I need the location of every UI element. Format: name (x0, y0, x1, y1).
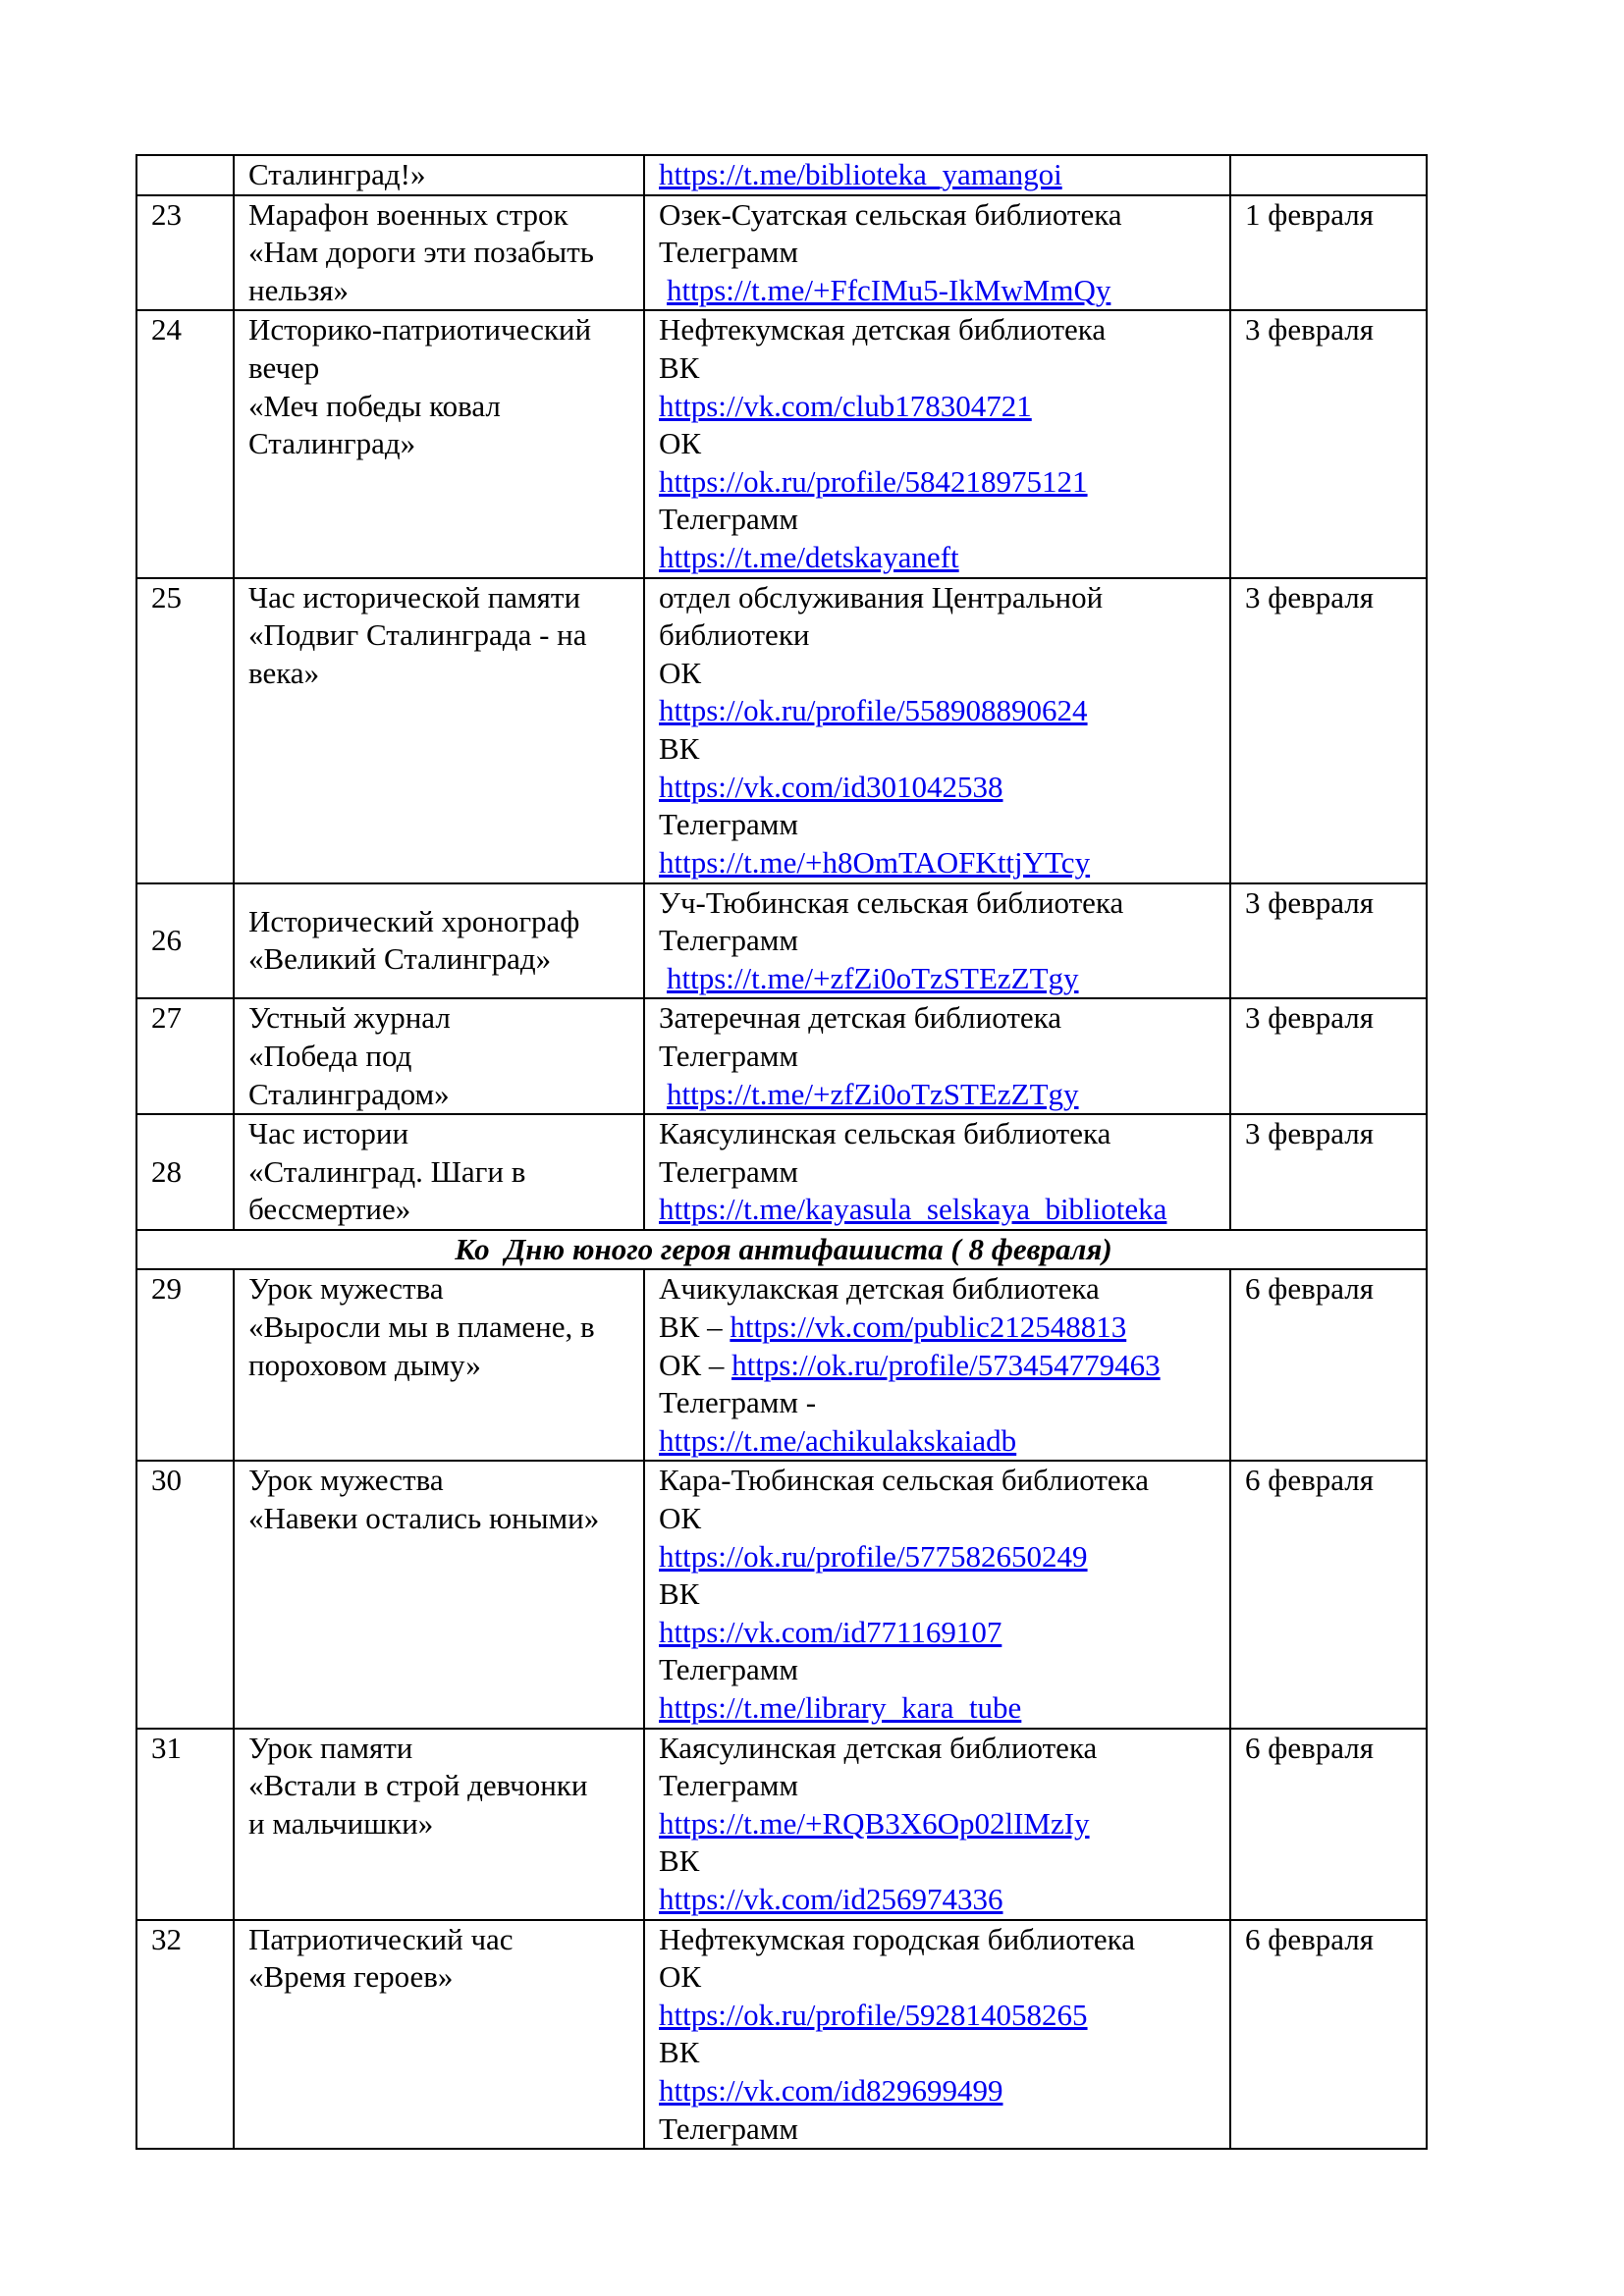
venue-link[interactable]: https://ok.ru/profile/577582650249 (659, 1538, 1088, 1574)
venue-line (659, 1614, 1219, 1652)
venue-line: отдел обслуживания Центральной (659, 579, 1104, 614)
venue-link[interactable]: https://t.me/biblioteka_yamangoi (659, 157, 1062, 191)
event-date: 6 февраля (1230, 1269, 1427, 1461)
event-venue (644, 998, 1230, 1114)
event-title-line: «Меч победы ковал (248, 388, 501, 423)
venue-line (659, 1076, 1219, 1114)
venue-line: Телеграмм (659, 1038, 798, 1073)
row-number: 30 (136, 1461, 234, 1728)
venue-link[interactable]: https://t.me/+zfZi0oTzSTEzZTgy (667, 960, 1079, 995)
venue-line (659, 960, 1219, 998)
row-number: 27 (136, 998, 234, 1114)
event-title-line: вечер (248, 349, 320, 385)
event-title-line: Историко-патриотический (248, 312, 592, 347)
venue-link[interactable]: https://vk.com/public212548813 (730, 1309, 1127, 1345)
table-row (136, 310, 1427, 577)
event-title-line: бессмертие» (248, 1192, 411, 1227)
event-title (234, 1269, 644, 1461)
event-venue (644, 1461, 1230, 1728)
venue-line: ВК (659, 1843, 700, 1879)
section-row (136, 1230, 1427, 1270)
event-date: 3 февраля (1230, 1114, 1427, 1230)
table-row (136, 1920, 1427, 2150)
section-heading-text: Ко Дню юного героя антифашиста ( 8 февраля) (455, 1231, 1112, 1266)
venue-line (659, 272, 1219, 310)
venue-link[interactable]: https://t.me/detskayaneft (659, 539, 959, 574)
event-date (1230, 155, 1427, 195)
venue-link[interactable]: https://vk.com/club178304721 (659, 388, 1032, 423)
event-title-line: «Встали в строй девчонки (248, 1768, 588, 1803)
venue-line (659, 1308, 1219, 1347)
event-venue (644, 195, 1230, 311)
venue-link[interactable]: https://t.me/+FfcIMu5-IkMwMmQy (667, 272, 1111, 307)
venue-line: библиотеки (659, 617, 810, 653)
event-venue (644, 1114, 1230, 1230)
event-date: 6 февраля (1230, 1729, 1427, 1920)
event-title (234, 310, 644, 577)
event-title-line: Сталинград!» (248, 157, 426, 191)
venue-line: Озек-Суатская сельская библиотека (659, 196, 1122, 232)
event-title-line: Устный журнал (248, 1000, 451, 1036)
venue-line (659, 463, 1219, 502)
venue-line: Нефтекумская детская библиотека (659, 312, 1107, 347)
event-title-line: Час исторической памяти (248, 579, 581, 614)
event-title (234, 1461, 644, 1728)
event-venue (644, 578, 1230, 883)
venue-line: ВК (659, 1576, 700, 1612)
venue-line: Каясулинская сельская библиотека (659, 1116, 1111, 1151)
venue-line: Телеграмм (659, 235, 798, 270)
venue-line: Затеречная детская библиотека (659, 1000, 1061, 1036)
event-title-line: «Время героев» (248, 1959, 454, 1995)
event-title-line: и мальчишки» (248, 1805, 434, 1841)
venue-link[interactable]: https://ok.ru/profile/584218975121 (659, 463, 1088, 499)
event-title-line: «Великий Сталинград» (248, 941, 552, 977)
event-venue (644, 310, 1230, 577)
event-title-line: Урок мужества (248, 1463, 444, 1498)
event-title-line: пороховом дыму» (248, 1347, 481, 1382)
event-date: 3 февраля (1230, 310, 1427, 577)
table-row (136, 998, 1427, 1114)
event-title-line: «Подвиг Сталинграда - на (248, 617, 587, 653)
venue-link[interactable]: https://t.me/+zfZi0oTzSTEzZTgy (667, 1076, 1079, 1111)
venue-link[interactable]: https://t.me/+h8OmTAOFKttjYTcy (659, 844, 1091, 880)
venue-line: Каясулинская детская библиотека (659, 1730, 1098, 1765)
row-number: 23 (136, 195, 234, 311)
row-number: 26 (136, 883, 234, 999)
event-venue (644, 1920, 1230, 2150)
row-number (136, 155, 234, 195)
venue-line: ВК (659, 349, 700, 385)
event-title-line: «Нам дороги эти позабыть (248, 235, 594, 270)
event-title (234, 1920, 644, 2150)
event-venue (644, 1729, 1230, 1920)
event-venue (644, 883, 1230, 999)
row-number: 32 (136, 1920, 234, 2150)
venue-line (659, 1689, 1219, 1728)
venue-link[interactable]: https://ok.ru/profile/558908890624 (659, 693, 1088, 728)
event-venue (644, 1269, 1230, 1461)
venue-link[interactable]: https://t.me/library_kara_tube (659, 1690, 1022, 1726)
venue-line: Ачикулакская детская библиотека (659, 1271, 1100, 1307)
venue-line (659, 388, 1219, 426)
table-row (136, 155, 1427, 195)
venue-line: Телеграмм (659, 807, 798, 842)
table-row (136, 1269, 1427, 1461)
event-date: 3 февраля (1230, 998, 1427, 1114)
venue-line (659, 1347, 1219, 1385)
venue-line (659, 1805, 1219, 1843)
events-table-body (136, 155, 1427, 2149)
venue-link[interactable]: https://t.me/achikulakskaiadb (659, 1422, 1017, 1458)
event-title-line: Час истории (248, 1116, 409, 1151)
venue-line: Уч-Тюбинская сельская библиотека (659, 884, 1124, 920)
row-number: 25 (136, 578, 234, 883)
event-title-line: Сталинградом» (248, 1076, 450, 1111)
venue-link[interactable]: https://vk.com/id301042538 (659, 769, 1003, 804)
venue-line (659, 844, 1219, 882)
event-date: 3 февраля (1230, 578, 1427, 883)
venue-link[interactable]: https://t.me/kayasula_selskaya_biblioteka (659, 1192, 1167, 1227)
event-title-line: «Навеки остались юными» (248, 1501, 600, 1536)
venue-line (659, 1191, 1219, 1229)
venue-line (659, 1881, 1219, 1919)
venue-link[interactable]: https://vk.com/id256974336 (659, 1882, 1003, 1916)
venue-link[interactable]: https://vk.com/id829699499 (659, 2073, 1003, 2108)
table-row (136, 195, 1427, 311)
venue-line: ОК (659, 1959, 702, 1995)
venue-link[interactable]: https://t.me/+RQB3X6Op02lIMzIy (659, 1805, 1090, 1841)
venue-link-prefix: ОК – (659, 1347, 732, 1382)
venue-link[interactable]: https://ok.ru/profile/592814058265 (659, 1997, 1088, 2032)
event-date: 1 февраля (1230, 195, 1427, 311)
venue-line: Телеграмм (659, 1153, 798, 1189)
venue-link[interactable]: https://vk.com/id771169107 (659, 1614, 1002, 1649)
event-title-line: Урок мужества (248, 1271, 444, 1307)
table-row (136, 1729, 1427, 1920)
event-title (234, 1729, 644, 1920)
event-title (234, 195, 644, 311)
venue-line: Телеграмм (659, 923, 798, 958)
event-date: 3 февраля (1230, 883, 1427, 999)
event-title (234, 155, 644, 195)
event-title-line: Урок памяти (248, 1730, 413, 1765)
event-title-line: Сталинград» (248, 426, 416, 461)
venue-line (659, 539, 1219, 577)
row-number: 24 (136, 310, 234, 577)
venue-line (659, 156, 1219, 194)
venue-link[interactable]: https://ok.ru/profile/573454779463 (731, 1347, 1161, 1382)
venue-line: Телеграмм (659, 1768, 798, 1803)
table-row (136, 578, 1427, 883)
venue-line: Телеграмм (659, 1652, 798, 1687)
event-title-line: Марафон военных строк (248, 196, 568, 232)
event-title (234, 998, 644, 1114)
table-row (136, 1114, 1427, 1230)
event-title-line: Патриотический час (248, 1921, 514, 1956)
event-title (234, 1114, 644, 1230)
event-title-line: века» (248, 655, 320, 690)
venue-line: Телеграмм - (659, 1385, 817, 1420)
event-title-line: нельзя» (248, 272, 349, 307)
row-number: 31 (136, 1729, 234, 1920)
venue-line: Кара-Тюбинская сельская библиотека (659, 1463, 1150, 1498)
row-number: 29 (136, 1269, 234, 1461)
venue-line: Телеграмм (659, 2110, 798, 2146)
row-number: 28 (136, 1114, 234, 1230)
venue-line (659, 692, 1219, 730)
venue-line: Телеграмм (659, 502, 798, 537)
venue-line (659, 769, 1219, 807)
event-title-line: «Сталинград. Шаги в (248, 1153, 526, 1189)
venue-line: ОК (659, 1501, 702, 1536)
venue-line: Нефтекумская городская библиотека (659, 1921, 1135, 1956)
table-row (136, 1461, 1427, 1728)
event-venue (644, 155, 1230, 195)
section-heading (136, 1230, 1427, 1270)
venue-line: ВК (659, 730, 700, 766)
event-title-line: «Победа под (248, 1038, 412, 1073)
event-title (234, 883, 644, 999)
venue-line (659, 1538, 1219, 1576)
event-date: 6 февраля (1230, 1920, 1427, 2150)
venue-line (659, 1422, 1219, 1461)
table-row (136, 883, 1427, 999)
venue-line (659, 1997, 1219, 2035)
venue-line: ОК (659, 655, 702, 690)
event-title (234, 578, 644, 883)
events-table (135, 154, 1428, 2150)
event-title-line: Исторический хронограф (248, 903, 580, 938)
venue-link-prefix: ВК – (659, 1309, 731, 1345)
venue-line: ВК (659, 2035, 700, 2070)
event-date: 6 февраля (1230, 1461, 1427, 1728)
venue-line: ОК (659, 426, 702, 461)
venue-line (659, 2072, 1219, 2110)
event-title-line: «Выросли мы в пламене, в (248, 1309, 595, 1345)
